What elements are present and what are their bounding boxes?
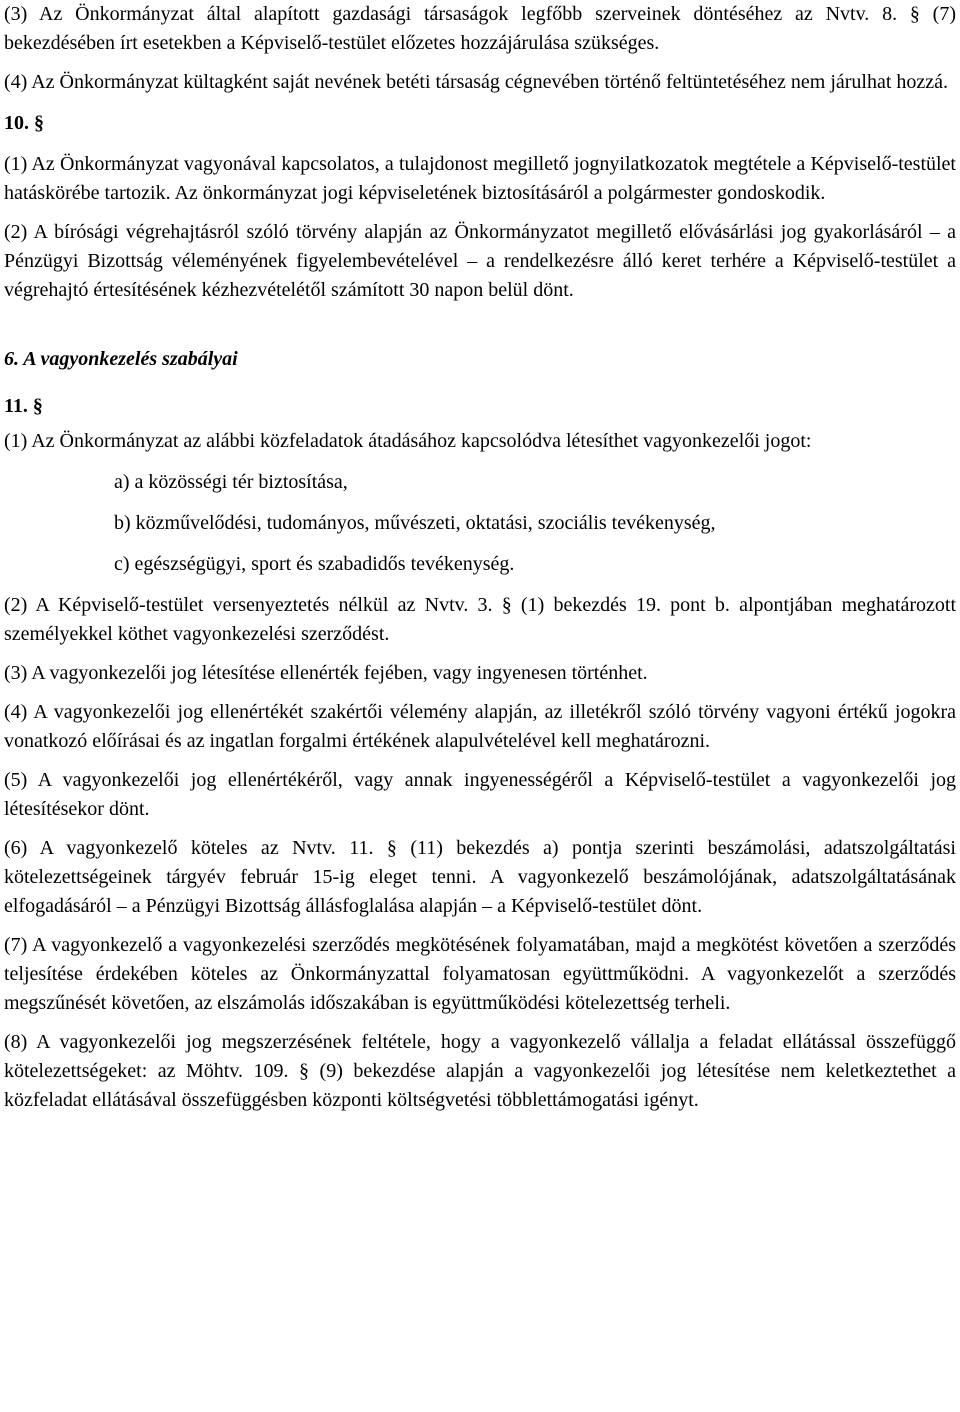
paragraph-2-section-10: (2) A bírósági végrehajtásról szóló törvény alapján az Önkormányzatot megillető elővásárlási jog gyakorlásáról – a Pénzügyi Bizottság véleményének figyelembevételével – a rendelkezésre álló keret terhére a Képviselő-testület a végrehajtó értesítésének kézhezvételétől számított 30 napon belül dönt.	[4, 221, 956, 301]
paragraph-4-section-9: (4) Az Önkormányzat kültagként saját nevének betéti társaság cégnevében történő feltüntetéséhez nem járulhat hozzá.	[4, 71, 949, 93]
list-item-a: a) a közösségi tér biztosítása,	[114, 471, 348, 493]
section-11-heading: 11. §	[4, 395, 43, 417]
list-item-b: b) közművelődési, tudományos, művészeti, oktatási, szociális tevékenység,	[114, 512, 716, 534]
paragraph-4-section-11: (4) A vagyonkezelői jog ellenértékét szakértői vélemény alapján, az illetékről szóló törvény vagyoni értékű jogokra vonatkozó előírásai és az ingatlan forgalmi értékének alapulvételével kell meghatározni.	[4, 701, 956, 752]
paragraph-8-section-11: (8) A vagyonkezelői jog megszerzésének feltétele, hogy a vagyonkezelő vállalja a feladat ellátással összefüggő kötelezettségeket: az Möhtv. 109. § (9) bekezdése alapján a vagyonkezelői jog létesítése nem keletkeztethet a közfeladat ellátásával összefüggésben központi költségvetési többlettámogatási igényt.	[4, 1031, 956, 1111]
paragraph-1-section-11: (1) Az Önkormányzat az alábbi közfeladatok átadásához kapcsolódva létesíthet vagyonkezelői jogot:	[4, 430, 812, 452]
chapter-6-title: 6. A vagyonkezelés szabályai	[4, 348, 238, 370]
list-item-c: c) egészségügyi, sport és szabadidős tevékenység.	[114, 553, 515, 575]
paragraph-5-section-11: (5) A vagyonkezelői jog ellenértékéről, vagy annak ingyenességéről a Képviselő-testület a vagyonkezelői jog létesítésekor dönt.	[4, 769, 956, 820]
paragraph-6-section-11: (6) A vagyonkezelő köteles az Nvtv. 11. § (11) bekezdés a) pontja szerinti beszámolási, adatszolgáltatási kötelezettségeinek tárgyév február 15-ig eleget tenni. A vagyonkezelő beszámolójának, adatszolgáltatásának elfogadásáról – a Pénzügyi Bizottság állásfoglalása alapján – a Képviselő-testület dönt.	[4, 837, 956, 917]
paragraph-7-section-11: (7) A vagyonkezelő a vagyonkezelési szerződés megkötésének folyamatában, majd a megkötést követően a szerződés teljesítése érdekében köteles az Önkormányzattal folyamatosan együttműködni. A vagyonkezelőt a szerződés megszűnését követően, az elszámolás időszakában is együttműködési kötelezettség terheli.	[4, 934, 956, 1014]
paragraph-1-section-10: (1) Az Önkormányzat vagyonával kapcsolatos, a tulajdonost megillető jognyilatkozatok megtétele a Képviselő-testület hatáskörébe tartozik. Az önkormányzat jogi képviseletének biztosításáról a polgármester gondoskodik.	[4, 153, 956, 204]
paragraph-2-section-11: (2) A Képviselő-testület versenyeztetés nélkül az Nvtv. 3. § (1) bekezdés 19. pont b. alpontjában meghatározott személyekkel köthet vagyonkezelési szerződést.	[4, 594, 956, 645]
paragraph-3-section-11: (3) A vagyonkezelői jog létesítése ellenérték fejében, vagy ingyenesen történhet.	[4, 662, 648, 684]
section-10-heading: 10. §	[4, 112, 44, 134]
paragraph-3-section-9: (3) Az Önkormányzat által alapított gazdasági társaságok legfőbb szerveinek döntéséhez az Nvtv. 8. § (7) bekezdésében írt esetekben a Képviselő-testület előzetes hozzájárulása szükséges.	[4, 3, 956, 54]
